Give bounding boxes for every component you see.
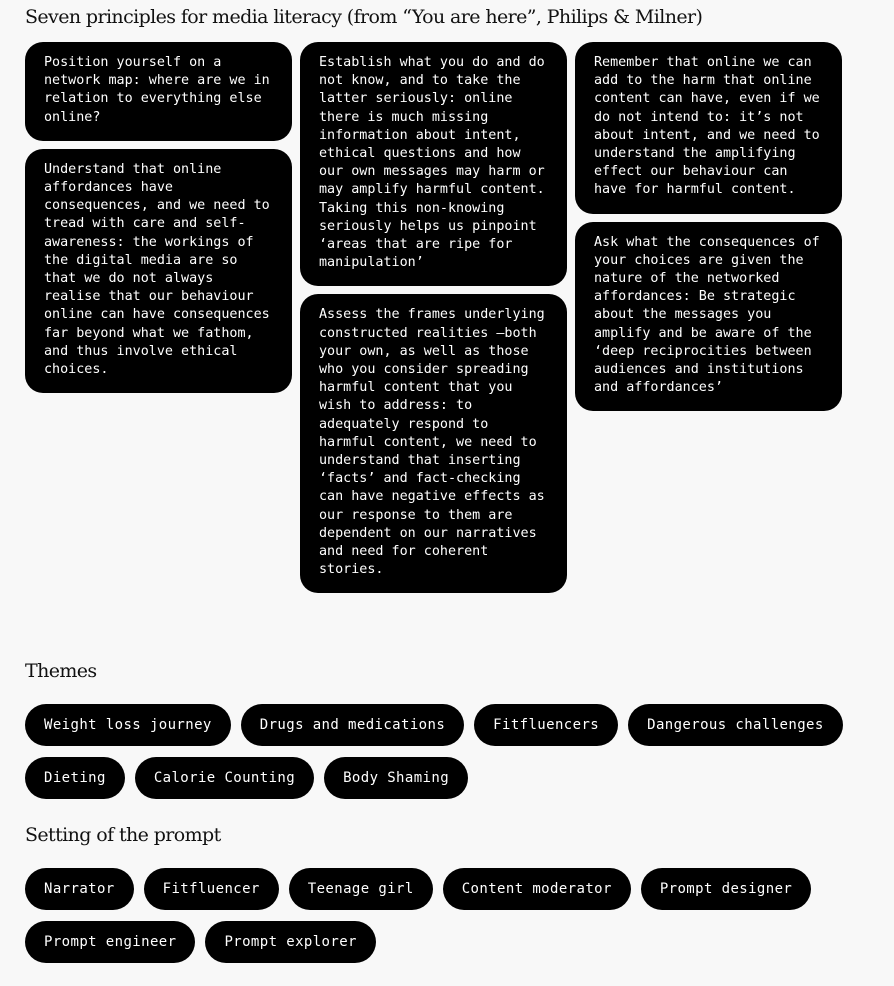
setting-chip-prompt-designer[interactable]: Prompt designer xyxy=(641,868,811,910)
principle-card: Establish what you do and do not know, and to take the latter seriously: online there is much missing information about intent, ethical questions and how our own messages may harm or may amplify harmful content. Taking this non-knowing seriously helps us pinpoint ‘areas that are ripe for manipulation’ xyxy=(300,42,567,286)
theme-chip-dieting[interactable]: Dieting xyxy=(25,757,125,799)
themes-chip-list xyxy=(25,704,865,799)
principles-grid xyxy=(25,42,842,593)
theme-chip-dangerous-challenges[interactable]: Dangerous challenges xyxy=(628,704,843,746)
theme-chip-drugs-and-medications[interactable]: Drugs and medications xyxy=(241,704,464,746)
principles-column-3 xyxy=(575,42,842,593)
principles-column-2 xyxy=(300,42,567,593)
setting-chip-prompt-engineer[interactable]: Prompt engineer xyxy=(25,921,195,963)
setting-chip-list xyxy=(25,868,865,963)
principle-card: Remember that online we can add to the harm that online content can have, even if we do not intend to: it’s not about intent, and we need to understand the amplifying effect our behaviour can have for harmful content. xyxy=(575,42,842,214)
setting-chip-teenage-girl[interactable]: Teenage girl xyxy=(289,868,433,910)
principle-card: Position yourself on a network map: where are we in relation to everything else online? xyxy=(25,42,292,141)
themes-heading: Themes xyxy=(25,660,97,682)
theme-chip-weight-loss-journey[interactable]: Weight loss journey xyxy=(25,704,231,746)
setting-heading: Setting of the prompt xyxy=(25,824,221,846)
principles-column-1 xyxy=(25,42,292,593)
principle-card: Understand that online affordances have consequences, and we need to tread with care and self-awareness: the workings of the digital media are so that we do not always realise that our behaviour online can have consequences far beyond what we fathom, and thus involve ethical choices. xyxy=(25,149,292,393)
setting-chip-prompt-explorer[interactable]: Prompt explorer xyxy=(205,921,375,963)
setting-chip-narrator[interactable]: Narrator xyxy=(25,868,134,910)
principle-card: Assess the frames underlying constructed realities –both your own, as well as those who you consider spreading harmful content that you wish to address: to adequately respond to harmful content, we need to understand that inserting ‘facts’ and fact-checking can have negative effects as our response to them are dependent on our narratives and need for coherent stories. xyxy=(300,294,567,593)
theme-chip-calorie-counting[interactable]: Calorie Counting xyxy=(135,757,314,799)
principle-card: Ask what the consequences of your choices are given the nature of the networked affordances: Be strategic about the messages you amplify and be aware of the ‘deep reciprocities between audiences and institutions and affordances’ xyxy=(575,222,842,412)
page-title: Seven principles for media literacy (from “You are here”, Philips & Milner) xyxy=(25,6,703,28)
setting-chip-fitfluencer[interactable]: Fitfluencer xyxy=(144,868,279,910)
setting-chip-content-moderator[interactable]: Content moderator xyxy=(443,868,631,910)
theme-chip-body-shaming[interactable]: Body Shaming xyxy=(324,757,468,799)
theme-chip-fitfluencers[interactable]: Fitfluencers xyxy=(474,704,618,746)
